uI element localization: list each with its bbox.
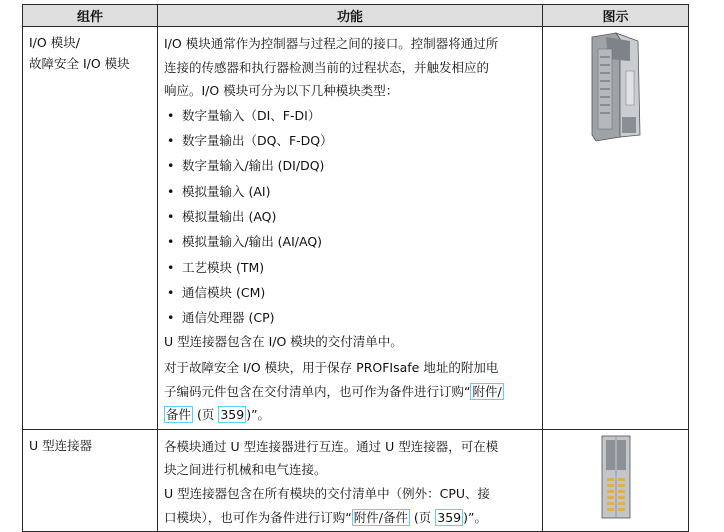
failsafe-note-line: 子编码元件包含在交付清单内，也可作为备件进行订购“ 附件/ — [164, 383, 502, 399]
component-cell — [23, 27, 158, 430]
description-line: 口模块），也可作为备件进行订购“ 附件/备件 (页 359 )”。 — [164, 509, 487, 525]
list-item: • 通信模块 (CM) — [164, 280, 536, 305]
module-type-list — [164, 103, 536, 331]
bullet-icon: • — [167, 310, 175, 326]
header-function: 功能 — [158, 5, 543, 27]
bullet-icon: • — [167, 234, 175, 250]
failsafe-note-line: 对于故障安全 I/O 模块，用于保存 PROFIsafe 地址的附加电 — [164, 360, 499, 376]
accessories-link[interactable]: 附件/ — [472, 383, 502, 399]
page-link[interactable]: 359 — [220, 407, 245, 423]
function-cell — [158, 429, 543, 531]
description-line: I/O 模块通常作为控制器与过程之间的接口。控制器将通过所 — [164, 36, 499, 51]
bullet-icon: • — [167, 208, 175, 224]
description-line: 块之间进行机械和电气连接。 — [164, 462, 327, 478]
description-line: 各模块通过 U 型连接器进行互连。通过 U 型连接器，可在模 — [164, 438, 499, 454]
accessories-link[interactable]: 备件 — [166, 407, 192, 423]
table-row-io-module — [23, 27, 689, 430]
io-module-figure-icon — [586, 31, 646, 143]
figure-cell — [543, 429, 689, 531]
list-item: • 模拟量输入 (AI) — [164, 179, 536, 204]
failsafe-note-line: 备件 (页 359 )”。 — [166, 407, 271, 423]
list-item: • 数字量输入（DI、F-DI） — [164, 103, 536, 128]
accessories-link[interactable]: 附件/备件 — [353, 509, 408, 525]
function-cell — [158, 27, 543, 430]
bullet-icon: • — [167, 133, 175, 149]
list-item: • 数字量输入/输出 (DI/DQ) — [164, 153, 536, 178]
header-figure: 图示 — [543, 5, 689, 27]
list-item: • 通信处理器 (CP) — [164, 305, 536, 330]
list-item: • 模拟量输出 (AQ) — [164, 204, 536, 229]
component-name-line: I/O 模块/ — [29, 35, 80, 50]
figure-cell — [543, 27, 689, 430]
bullet-icon: • — [167, 284, 175, 300]
list-item: • 数字量输出（DQ、F-DQ） — [164, 128, 536, 153]
page-link[interactable]: 359 — [437, 509, 462, 525]
bullet-icon: • — [167, 107, 175, 123]
component-cell — [23, 429, 158, 531]
header-row — [23, 5, 689, 27]
bullet-icon: • — [167, 259, 175, 275]
component-name-line: 故障安全 I/O 模块 — [29, 56, 130, 71]
u-connector-note: U 型连接器包含在 I/O 模块的交付清单中。 — [164, 334, 403, 350]
list-item: • 工艺模块 (TM) — [164, 255, 536, 280]
description-line: 响应。I/O 模块可分为以下几种模块类型： — [164, 83, 399, 99]
u-connector-figure-icon — [596, 434, 636, 520]
document-table — [22, 4, 689, 532]
table-row-u-connector — [23, 429, 689, 531]
header-component: 组件 — [23, 5, 158, 27]
bullet-icon: • — [167, 158, 175, 174]
description-line: 连接的传感器和执行器检测当前的过程状态，并触发相应的 — [164, 59, 490, 75]
description-line: U 型连接器包含在所有模块的交付清单中（例外：CPU、接 — [164, 486, 491, 502]
list-item: • 模拟量输入/输出 (AI/AQ) — [164, 229, 536, 254]
component-name-line: U 型连接器 — [29, 437, 93, 453]
bullet-icon: • — [167, 183, 175, 199]
